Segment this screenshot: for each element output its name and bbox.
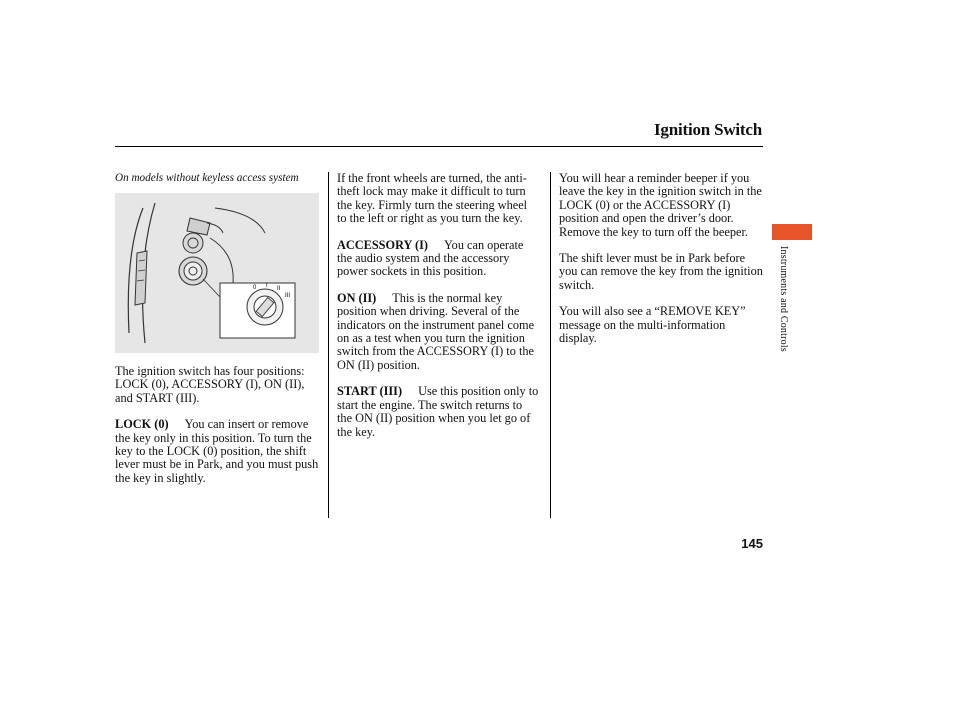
column-2 [337, 172, 539, 452]
ignition-switch-illustration [115, 193, 319, 353]
start-paragraph [337, 385, 539, 439]
lock-term: LOCK (0) [115, 417, 169, 432]
header-rule [115, 146, 763, 147]
lock-text: You can insert or remove the key only in this position. To turn the key to the LOCK (0) position, the shift lever must be in Park, and you must push the key in slightly. [115, 417, 319, 485]
accessory-text: You can operate the audio system and the accessory power sockets in this position. [337, 237, 524, 279]
accessory-term: ACCESSORY (I) [337, 237, 429, 252]
remove-key-paragraph: You will also see a “REMOVE KEY” message on the multi-information display. [559, 304, 746, 346]
start-term: START (III) [337, 384, 403, 399]
accessory-paragraph [337, 239, 539, 279]
start-text: Use this position only to start the engine. The switch returns to the ON (II) position when you let go of the key. [337, 384, 539, 439]
dial-label-3: III [285, 293, 291, 299]
beeper-paragraph: You will hear a reminder beeper if you leave the key in the ignition switch in the LOCK (0) or the ACCESSORY (I) position and open the driver’s door. Remove the key to turn off the beeper. [559, 171, 762, 239]
column-divider-2 [550, 172, 551, 518]
dial-label-2: II [277, 286, 281, 292]
figure-caption: On models without keyless access system [115, 172, 299, 184]
on-paragraph [337, 292, 539, 372]
on-text: This is the normal key position when driving. Several of the indicators on the instrument panel come on as a test when you turn the ignition switch from the ACCESSORY (I) to the ON (II) position. [337, 290, 535, 372]
column-3 [559, 172, 763, 358]
section-label: Instruments and Controls [778, 246, 789, 352]
page-number: 145 [741, 536, 763, 551]
on-term: ON (II) [337, 290, 377, 305]
lock-paragraph [115, 418, 319, 485]
page-title: Ignition Switch [654, 120, 762, 139]
anti-theft-paragraph: If the front wheels are turned, the anti-theft lock may make it difficult to turn the key. Firmly turn the steering wheel to the left or right as you turn the key. [337, 171, 528, 226]
column-1 [115, 172, 319, 498]
ignition-switch-drawing [115, 193, 319, 353]
dial-label-1: I [266, 283, 268, 289]
section-tab [772, 224, 812, 240]
column-divider-1 [328, 172, 329, 518]
intro-paragraph: The ignition switch has four positions: LOCK (0), ACCESSORY (I), ON (II), and START (III). [115, 364, 305, 405]
park-paragraph: The shift lever must be in Park before you can remove the key from the ignition switch. [559, 251, 763, 292]
dial-label-0: 0 [253, 285, 257, 291]
